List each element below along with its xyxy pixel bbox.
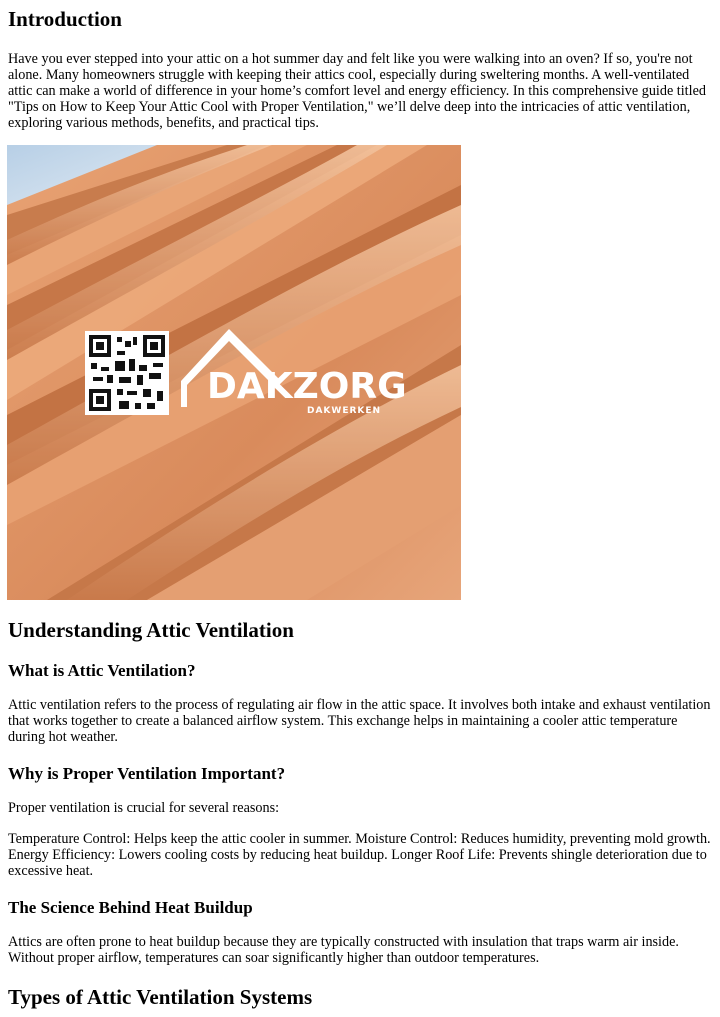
what-paragraph: Attic ventilation refers to the process of regulating air flow in the attic space. It involves both intake and exhaust ventilation that works together to create a balanced airflow system. This exchange helps in maintaining a cooler attic temperature during hot weather.: [8, 697, 711, 745]
why-paragraph: Proper ventilation is crucial for several reasons:: [8, 800, 280, 816]
science-heading: The Science Behind Heat Buildup: [8, 898, 253, 917]
what-heading: What is Attic Ventilation?: [8, 661, 196, 680]
intro-paragraph: Have you ever stepped into your attic on a hot summer day and felt like you were walking into an oven? If so, you're not alone. Many homeowners struggle with keeping their attics cool, especially during sweltering months. A well-ventilated attic can make a world of difference in your home’s comfort level and energy efficiency. In this comprehensive guide titled "Tips on How to Keep Your Attic Cool with Proper Ventilation," we’ll delve deep into the intricacies of attic ventilation, exploring various methods, benefits, and practical tips.: [8, 51, 706, 131]
understanding-heading: Understanding Attic Ventilation: [8, 618, 294, 642]
roof-tiles-illustration: [7, 145, 461, 600]
types-heading: Types of Attic Ventilation Systems: [8, 985, 313, 1009]
roof-tiles-image: [7, 145, 461, 600]
intro-heading: Introduction: [8, 7, 122, 31]
science-paragraph: Attics are often prone to heat buildup because they are typically constructed with insulation that traps warm air inside. Without proper airflow, temperatures can soar significantly higher than outdoor temperatures.: [8, 934, 679, 966]
logo-brand: DAKZORG: [207, 366, 407, 407]
reasons-paragraph: Temperature Control: Helps keep the attic cooler in summer. Moisture Control: Reduces humidity, preventing mold growth. Energy Efficiency: Lowers cooling costs by reducing heat buildup. Longer Roof Life: Prevents shingle deterioration due to excessive heat.: [8, 831, 711, 879]
why-heading: Why is Proper Ventilation Important?: [8, 764, 286, 783]
logo-tagline: DAKWERKEN: [307, 406, 382, 416]
